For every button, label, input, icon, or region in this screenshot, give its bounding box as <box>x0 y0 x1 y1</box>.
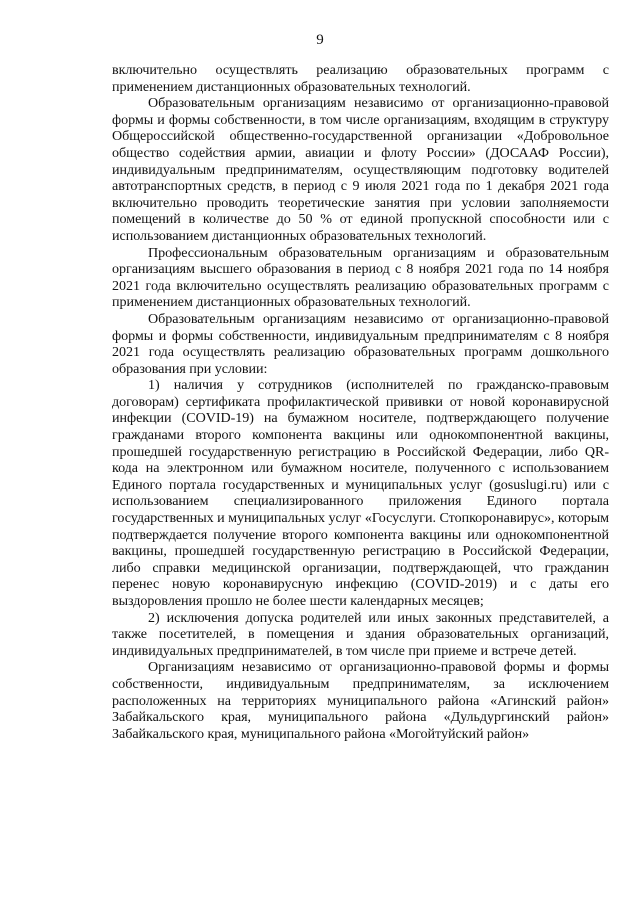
list-item-2: 2) исключения допуска родителей или иных законных представителей, а также посетителей, в помещения и здания образовательных организаций, индивидуальных предпринимателей, в том числе при приеме и встрече детей. <box>112 609 609 659</box>
paragraph-organizations: Организациям независимо от организационно-правовой формы и формы собственности, индивидуальным предпринимателям, за исключением расположенных на территориях муниципального района «Агинский район» Забайкальского края, муниципального района «Дульдургинский район» Забайкальского края, муниципального района «Могойтуйский район» <box>112 659 609 742</box>
list-item-1: 1) наличия у сотрудников (исполнителей по гражданско-правовым договорам) сертификата профилактической прививки от новой коронавирусной инфекции (COVID-19) на бумажном носителе, подтверждающего получение гражданами второго компонента вакцины или однокомпонентной вакцины, прошедшей государственную регистрацию в Российской Федерации, либо QR-кода на электронном или бумажном носителе, полученного с использованием Единого портала государственных и муниципальных услуг (gosuslugi.ru) или с использованием специализированного приложения Единого портала государственных и муниципальных услуг «Госуслуги. Стопкоронавирус», которым подтверждается получение второго компонента вакцины или однокомпонентной вакцины, прошедшей государственную регистрацию в Российской Федерации, либо справки медицинской организации, подтверждающей, что гражданин перенес новую коронавирусную инфекцию (COVID-2019) и с даты его выздоровления прошло не более шести календарных месяцев; <box>112 377 609 609</box>
page-number: 9 <box>316 32 324 48</box>
paragraph-preschool: Образовательным организациям независимо от организационно-правовой формы и формы собственности, индивидуальным предпринимателям с 8 ноября 2021 года осуществлять реализацию образовательных программ дошкольного образования при условии: <box>112 310 609 377</box>
paragraph-driving-schools: Образовательным организациям независимо от организационно-правовой формы и формы собственности, в том числе организациям, входящим в структуру Общероссийской общественно-государственной организации «Добровольное общество содействия армии, авиации и флоту России» (ДОСААФ России), индивидуальным предпринимателям, осуществляющим подготовку водителей автотранспортных средств, в период с 9 июля 2021 года по 1 декабря 2021 года включительно проводить теоретические занятия при условии заполняемости помещений в количестве до 50 % от единой пропускной способности или с использованием дистанционных образовательных технологий. <box>112 95 609 244</box>
paragraph-continuation: включительно осуществлять реализацию образовательных программ с применением дистанционных образовательных технологий. <box>112 62 609 95</box>
paragraph-higher-education: Профессиональным образовательным организациям и образовательным организациям высшего образования в период с 8 ноября 2021 года по 14 ноября 2021 года включительно осуществлять реализацию образовательных программ с применением дистанционных образовательных технологий. <box>112 244 609 311</box>
document-body <box>112 62 609 742</box>
